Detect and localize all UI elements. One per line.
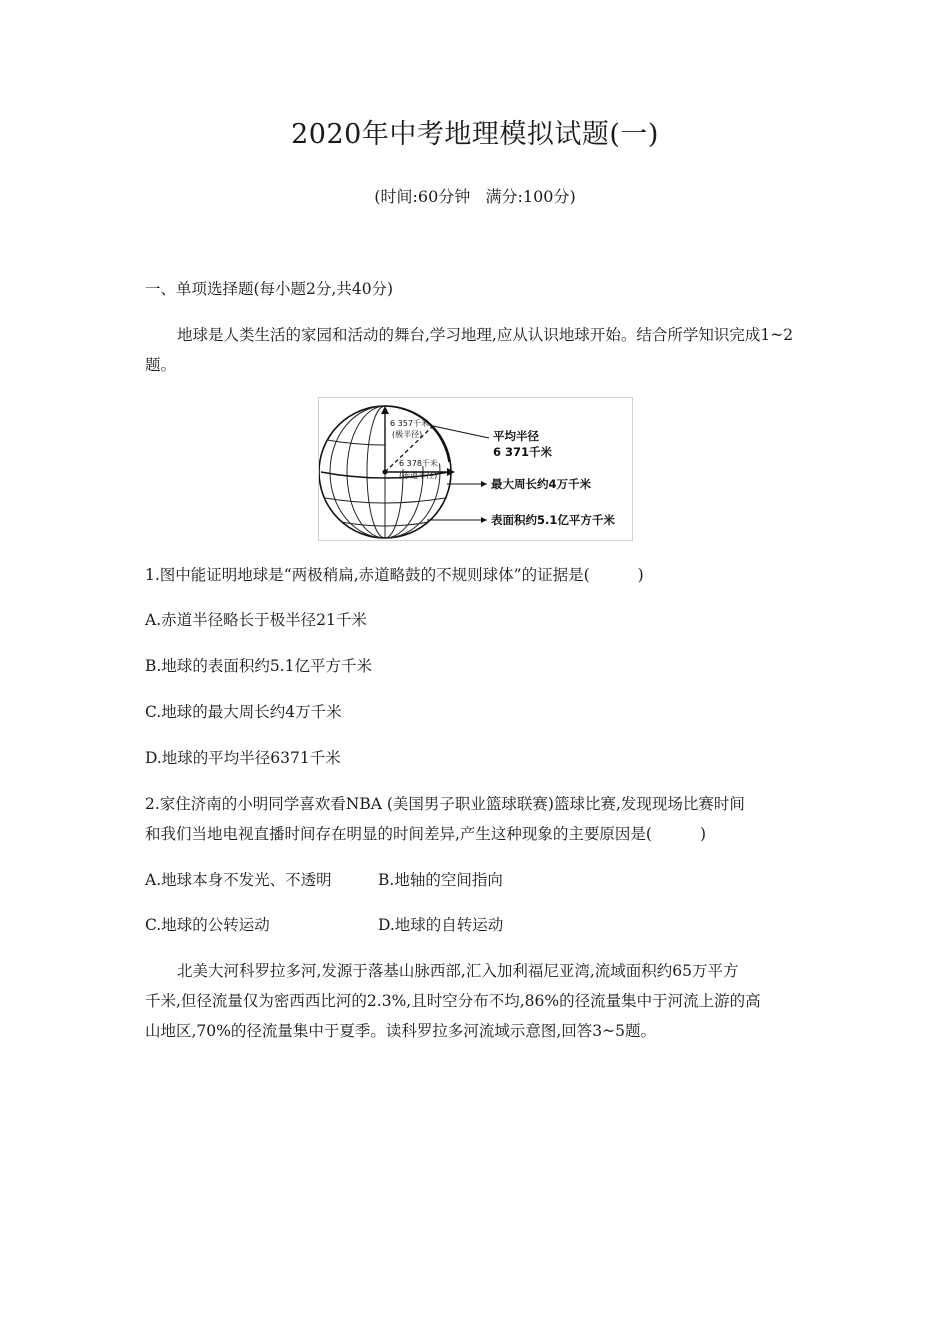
- earth-figure: [318, 397, 633, 541]
- surface-area-label: 表面积约5.1亿平方千米: [491, 513, 615, 527]
- question-2-stem-line1: 2.家住济南的小明同学喜欢看NBA (美国男子职业篮球联赛)篮球比赛,发现现场比赛时间: [145, 795, 745, 813]
- polar-radius-text: 6 357千米: [390, 419, 429, 428]
- passage-line-1: 北美大河科罗拉多河,发源于落基山脉西部,汇入加利福尼亚湾,流域面积约65万平方: [177, 962, 739, 980]
- intro-paragraph: 地球是人类生活的家园和活动的舞台,学习地理,应从认识地球开始。结合所学知识完成1~2题。: [145, 326, 794, 374]
- polar-radius-caption: (极半径): [392, 430, 423, 439]
- question-2: [145, 789, 805, 849]
- q1-option-c: C.地球的最大周长约4万千米: [145, 703, 342, 721]
- q2-option-a: A.地球本身不发光、不透明: [145, 871, 332, 889]
- mean-radius-value: 6 371千米: [493, 445, 553, 459]
- question-1-stem: 1.图中能证明地球是“两极稍扁,赤道略鼓的不规则球体”的证据是(: [145, 566, 590, 584]
- earth-center: [383, 470, 388, 475]
- earth-diagram: [319, 398, 632, 540]
- equatorial-radius-caption: (赤道半径): [399, 471, 438, 480]
- exam-title: 2020年中考地理模拟试题(一): [291, 119, 659, 150]
- q2-option-d: D.地球的自转运动: [378, 916, 504, 934]
- section-heading: 一、单项选择题(每小题2分,共40分): [145, 280, 394, 298]
- q2-option-c: C.地球的公转运动: [145, 916, 270, 934]
- q2-option-b: B.地轴的空间指向: [378, 871, 503, 889]
- question-2-stem-line2: 和我们当地电视直播时间存在明显的时间差异,产生这种现象的主要原因是(: [145, 825, 652, 843]
- q1-option-a: A.赤道半径略长于极半径21千米: [145, 611, 367, 629]
- colorado-passage: [145, 956, 805, 1046]
- exam-subtitle: (时间:60分钟 满分:100分): [374, 187, 576, 206]
- passage-line-2: 千米,但径流量仅为密西西比河的2.3%,且时空分布不均,86%的径流量集中于河流上游的高: [145, 992, 761, 1010]
- question-2-close: ): [699, 825, 707, 843]
- circumference-label: 最大周长约4万千米: [491, 477, 592, 491]
- q1-option-b: B.地球的表面积约5.1亿平方千米: [145, 657, 372, 675]
- question-1-close: ): [637, 566, 644, 584]
- equatorial-radius-text: 6 378千米: [399, 459, 438, 468]
- mean-radius-label: 平均半径: [493, 429, 539, 443]
- question-1: [145, 560, 805, 590]
- q1-option-d: D.地球的平均半径6371千米: [145, 749, 341, 767]
- passage-line-3: 山地区,70%的径流量集中于夏季。读科罗拉多河流域示意图,回答3~5题。: [145, 1022, 657, 1040]
